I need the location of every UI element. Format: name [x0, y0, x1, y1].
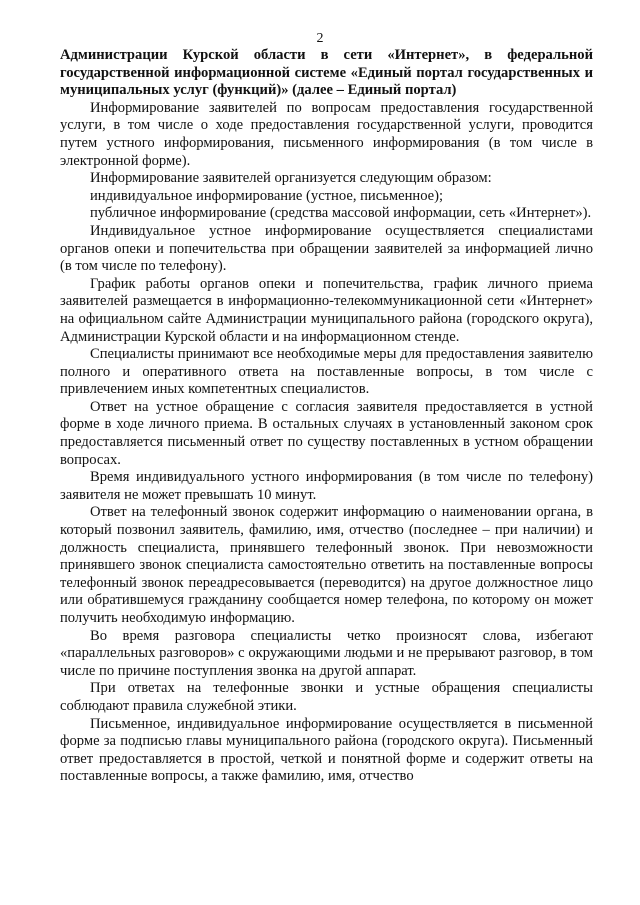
page-number: 2	[316, 31, 324, 46]
paragraph: индивидуальное информирование (устное, письменное);	[90, 187, 444, 204]
paragraph: Специалисты принимают все необходимые меры для предоставления заявителю полного и оперативного ответа на поставленные вопросы, в том числе с привлечением иных компетентных специалистов.	[60, 346, 593, 398]
paragraph: График работы органов опеки и попечительства, график личного приема заявителей размещается в информационно-телекоммуникационной сети «Интернет» на официальном сайте Администрации муниципального района (городского округа), Администрации Курской области и на информационном стенде.	[60, 275, 593, 345]
paragraph: Ответ на телефонный звонок содержит информацию о наименовании органа, в который позвонил заявитель, фамилию, имя, отчество (последнее – при наличии) и должность специалиста, принявшего телефонный звонок. При невозможности принявшего звонок специалиста самостоятельно ответить на поставленные вопросы телефонный звонок переадресовывается (переводится) на другое должностное лицо или обратившемуся гражданину сообщается номер телефона, по которому он может получить необходимую информацию.	[60, 504, 593, 626]
paragraph: Ответ на устное обращение с согласия заявителя предоставляется в устной форме в ходе личного приема. В остальных случаях в установленный законом срок предоставляется письменный ответ по существу поставленных в устном обращении вопросах.	[60, 398, 593, 468]
paragraph: Письменное, индивидуальное информирование осуществляется в письменной форме за подписью главы муниципального района (городского округа). Письменный ответ предоставляется в простой, четкой и понятной форме и содержит ответы на поставленные вопросы, а также фамилию, имя, отчество	[60, 715, 593, 785]
paragraph: Информирование заявителей по вопросам предоставления государственной услуги, в том числе о ходе предоставления государственной услуги, проводится путем устного информирования, письменного информирования (в том числе в электронной форме).	[60, 99, 593, 169]
paragraph: Время индивидуального устного информирования (в том числе по телефону) заявителя не может превышать 10 минут.	[60, 469, 593, 503]
paragraph: При ответах на телефонные звонки и устные обращения специалисты соблюдают правила служебной этики.	[60, 680, 593, 714]
paragraph: Во время разговора специалисты четко произносят слова, избегают «параллельных разговоров» с окружающими людьми и не прерывают разговор, в том числе по причине поступления звонка на другой аппарат.	[60, 627, 593, 679]
paragraph: Информирование заявителей организуется следующим образом:	[90, 170, 492, 187]
paragraph: Индивидуальное устное информирование осуществляется специалистами органов опеки и попечительства при обращении заявителей за информацией лично (в том числе по телефону).	[60, 222, 593, 275]
section-heading-continuation: Администрации Курской области в сети «Интернет», в федеральной государственной информационной системе «Единый портал государственных и муниципальных услуг (функций)» (далее – Единый портал)	[60, 47, 593, 99]
paragraph: публичное информирование (средства массовой информации, сеть «Интернет»).	[90, 205, 592, 222]
document-body	[60, 47, 593, 786]
